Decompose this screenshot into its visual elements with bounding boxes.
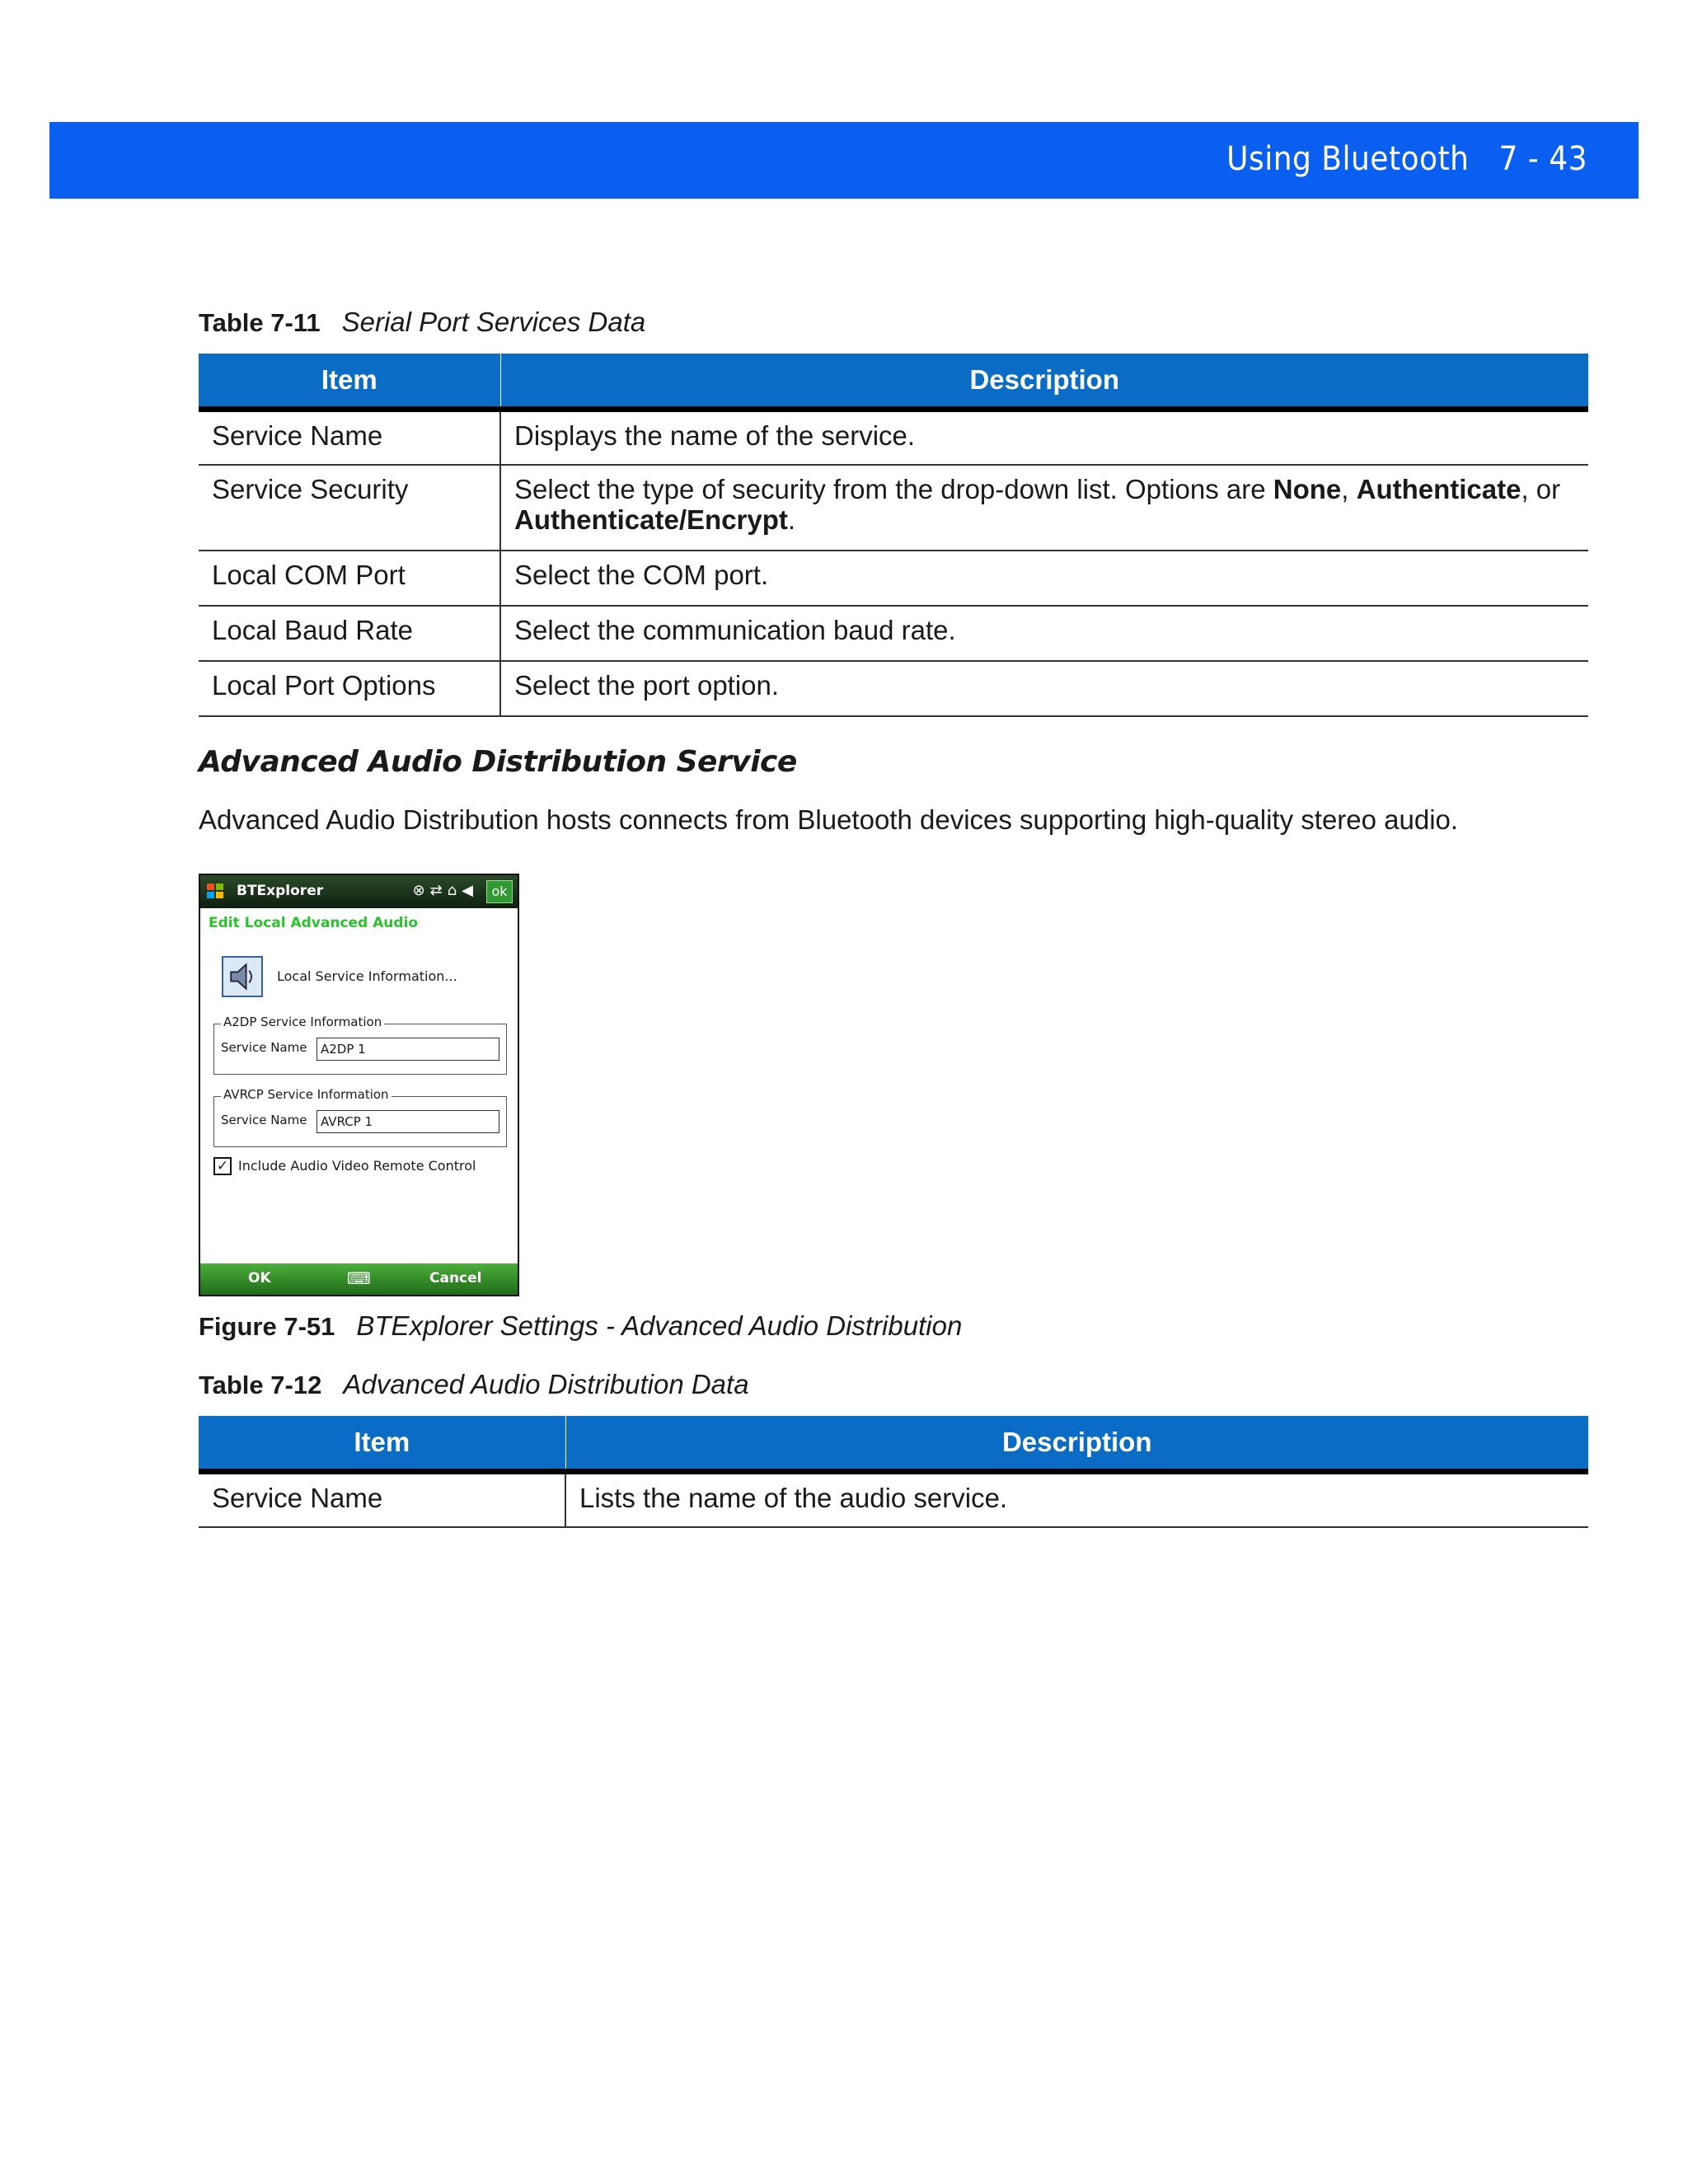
avrcp-service-group (213, 1087, 507, 1147)
figure-caption (199, 1310, 962, 1342)
column-header-item: Item (199, 354, 500, 410)
item-cell: Local COM Port (199, 551, 500, 606)
table-row (199, 410, 1588, 465)
description-cell: Select the communication baud rate. (500, 606, 1588, 661)
avrcp-group-title: AVRCP Service Information (221, 1087, 392, 1102)
description-cell: Select the COM port. (500, 551, 1588, 606)
include-avrc-checkbox[interactable]: ✓ (213, 1157, 232, 1175)
figure-label: Figure 7-51 (199, 1312, 335, 1341)
description-cell: Select the port option. (500, 661, 1588, 716)
speaker-icon (222, 956, 263, 997)
column-header-item: Item (199, 1416, 565, 1472)
a2dp-group-title: A2DP Service Information (221, 1015, 384, 1029)
a2dp-service-name-input[interactable]: A2DP 1 (316, 1038, 499, 1061)
item-cell: Local Port Options (199, 661, 500, 716)
sentence-end: . (787, 504, 796, 535)
a2dp-service-group (213, 1015, 507, 1075)
table-title: Advanced Audio Distribution Data (343, 1369, 749, 1399)
separator: , or (1521, 473, 1561, 504)
table-header-row (199, 1416, 1588, 1472)
page-number: 7 - 43 (1498, 140, 1587, 178)
table-caption (199, 307, 645, 338)
figure-title: BTExplorer Settings - Advanced Audio Distribution (356, 1310, 963, 1341)
table-title: Serial Port Services Data (341, 307, 646, 337)
item-cell: Service Name (199, 410, 500, 465)
item-cell: Local Baud Rate (199, 606, 500, 661)
separator: , (1341, 473, 1357, 504)
description-text: Select the type of security from the drop-down list. Options are (514, 473, 1273, 504)
column-header-description: Description (500, 354, 1588, 410)
section-heading: Advanced Audio Distribution Service (199, 745, 797, 779)
advanced-audio-distribution-table (199, 1416, 1588, 1528)
device-title-bar (200, 875, 518, 908)
avrcp-service-name-input[interactable]: AVRCP 1 (316, 1110, 499, 1133)
description-cell (500, 465, 1588, 551)
page-header-bar (49, 122, 1639, 199)
description-cell: Lists the name of the audio service. (565, 1472, 1588, 1527)
include-avrc-label: Include Audio Video Remote Control (238, 1158, 476, 1174)
device-softkey-bar (200, 1263, 518, 1295)
softkey-cancel[interactable]: Cancel (429, 1270, 482, 1286)
device-screen-subtitle: Edit Local Advanced Audio (209, 915, 419, 931)
serial-port-services-table (199, 354, 1588, 717)
avrcp-service-name-label: Service Name (221, 1113, 307, 1127)
windows-start-icon[interactable] (205, 881, 225, 901)
local-service-info-label: Local Service Information... (277, 968, 457, 984)
device-ok-button[interactable]: ok (486, 880, 513, 903)
table-row (199, 606, 1588, 661)
running-header (1226, 140, 1587, 178)
chapter-title: Using Bluetooth (1226, 140, 1470, 178)
table-row (199, 465, 1588, 551)
body-paragraph: Advanced Audio Distribution hosts connects from Bluetooth devices supporting high-quality stereo audio. (199, 804, 1459, 835)
table-label: Table 7-12 (199, 1371, 322, 1399)
table-header-row (199, 354, 1588, 410)
option-authenticate-encrypt: Authenticate/Encrypt (514, 504, 788, 535)
table-caption (199, 1369, 749, 1400)
item-cell: Service Security (199, 465, 500, 551)
softkey-ok[interactable]: OK (248, 1270, 271, 1286)
table-row (199, 551, 1588, 606)
device-screenshot (199, 874, 519, 1296)
option-authenticate: Authenticate (1356, 473, 1522, 504)
table-row (199, 661, 1588, 716)
table-row (199, 1472, 1588, 1527)
description-cell: Displays the name of the service. (500, 410, 1588, 465)
column-header-description: Description (565, 1416, 1588, 1472)
device-app-title: BTExplorer (237, 883, 324, 899)
status-icons: ⊗⇄⌂◀ (412, 882, 478, 899)
option-none: None (1273, 473, 1342, 504)
item-cell: Service Name (199, 1472, 565, 1527)
a2dp-service-name-label: Service Name (221, 1040, 307, 1055)
keyboard-icon[interactable]: ⌨ (347, 1268, 371, 1288)
table-label: Table 7-11 (199, 308, 321, 337)
